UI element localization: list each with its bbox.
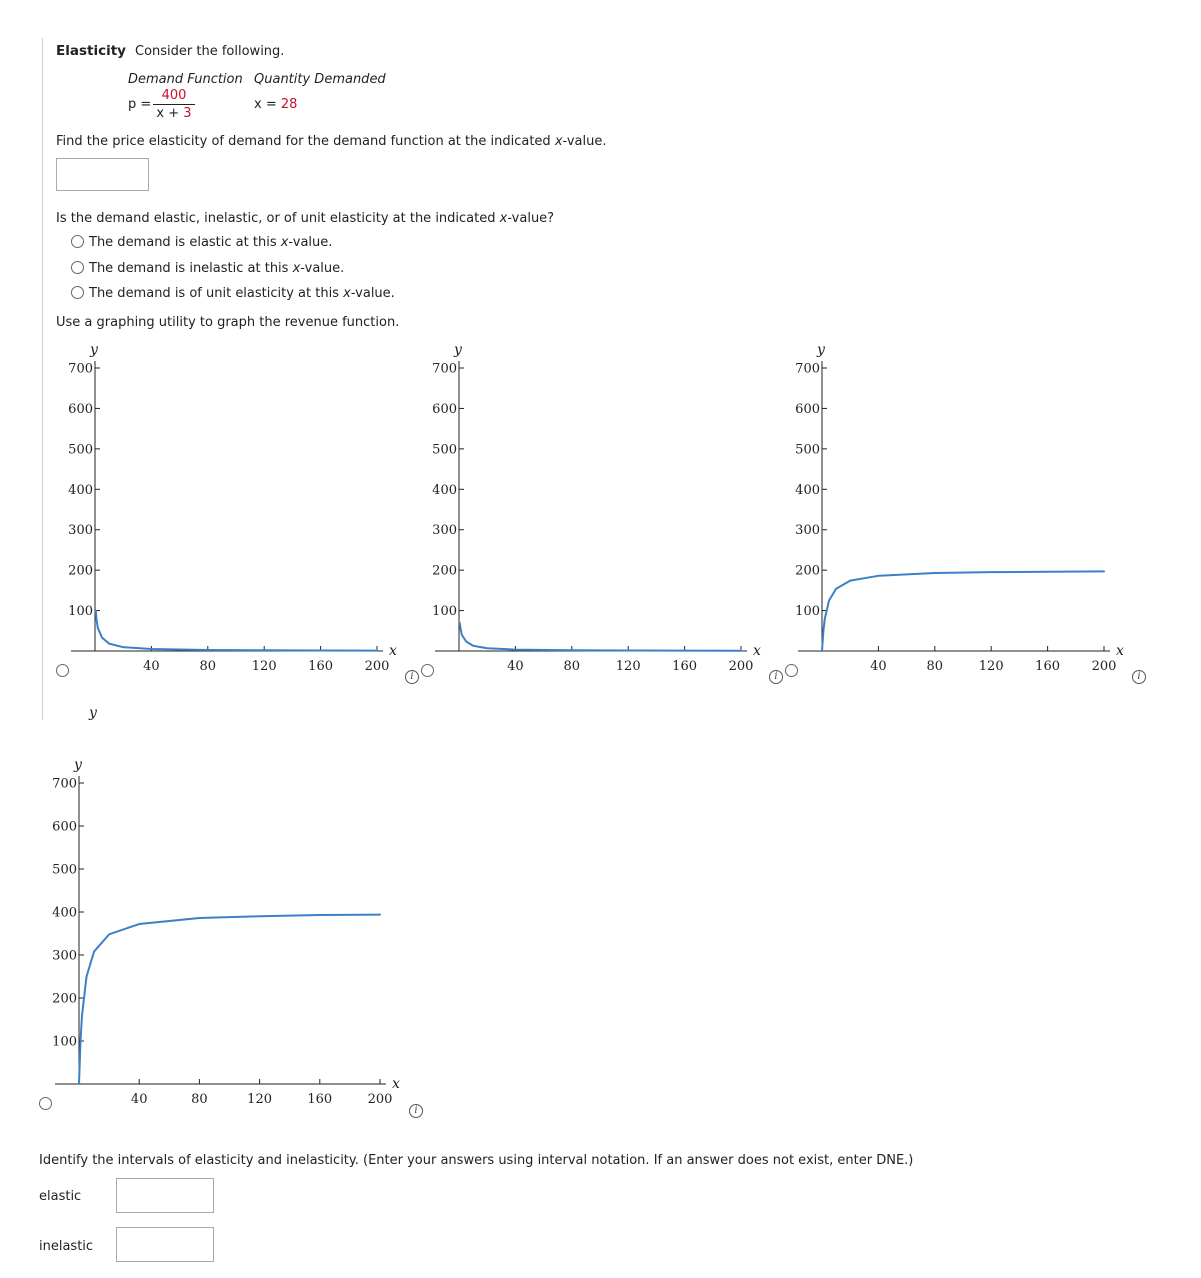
y-tick-label: 100 [68, 604, 93, 620]
inelastic-label: inelastic [39, 1239, 94, 1254]
y-axis-label: y [74, 757, 82, 773]
y-tick-label: 600 [432, 401, 457, 417]
x-tick-label: 200 [728, 659, 754, 674]
graph-instruction: Use a graphing utility to graph the revenue function. [56, 315, 400, 330]
option-elastic-pre: The demand is elastic at this [89, 235, 281, 250]
y-tick-label: 100 [795, 604, 820, 620]
x-axis-label: x [753, 643, 761, 659]
y-tick-label: 500 [795, 442, 820, 458]
x-tick-label: 120 [615, 659, 641, 674]
y-tick-label: 200 [432, 563, 457, 579]
demand-function-header: Demand Function [128, 72, 243, 87]
x-axis-label: x [1116, 643, 1124, 659]
y-tick-label: 300 [432, 523, 457, 539]
y-tick-label: 700 [52, 776, 77, 792]
x-value: 28 [280, 97, 298, 112]
y-tick-label: 400 [52, 905, 77, 921]
info-icon-graph-2[interactable]: i [769, 670, 783, 684]
intervals-instruction: Identify the intervals of elasticity and inelasticity. (Enter your answers using interval notation. If an answer does not exist, enter DNE.) [39, 1153, 914, 1168]
option-inelastic-var: x [292, 261, 301, 276]
info-icon-graph-3[interactable]: i [1132, 670, 1146, 684]
x-tick-label: 200 [364, 659, 390, 674]
stray-y-label: y [89, 705, 97, 721]
problem-title: Elasticity [56, 43, 126, 59]
find-text-post: -value. [562, 134, 607, 149]
option-elastic-var: x [280, 235, 289, 250]
fraction-numerator: 400 [153, 88, 195, 105]
y-tick-label: 600 [795, 401, 820, 417]
problem-intro: Consider the following. [135, 44, 285, 59]
y-axis-label: y [817, 342, 825, 358]
y-tick-label: 700 [432, 361, 457, 377]
x-axis-label: x [392, 1076, 400, 1092]
x-tick-label: 120 [251, 659, 277, 674]
x-tick-label: 160 [307, 1092, 333, 1107]
p-equals: p = [128, 97, 152, 112]
y-tick-label: 200 [68, 563, 93, 579]
y-tick-label: 700 [68, 361, 93, 377]
inelastic-interval-input[interactable] [116, 1227, 214, 1262]
y-axis-label: y [454, 342, 462, 358]
y-tick-label: 400 [795, 482, 820, 498]
option-inelastic-post: -value. [300, 261, 345, 276]
x-tick-label: 40 [870, 659, 887, 674]
x-tick-label: 40 [130, 1092, 148, 1107]
x-tick-label: 120 [978, 659, 1004, 674]
x-equals: x = [254, 97, 277, 112]
question-pre: Is the demand elastic, inelastic, or of unit elasticity at the indicated [56, 211, 500, 226]
option-unit-pre: The demand is of unit elasticity at this [89, 286, 344, 301]
info-icon-graph-1[interactable]: i [405, 670, 419, 684]
y-tick-label: 500 [52, 862, 77, 878]
y-tick-label: 300 [52, 948, 77, 964]
y-tick-label: 300 [795, 523, 820, 539]
x-tick-label: 160 [308, 659, 334, 674]
y-axis-label: y [90, 342, 98, 358]
info-icon-graph-4[interactable]: i [409, 1104, 423, 1118]
denominator-const: 3 [183, 106, 192, 121]
y-tick-label: 300 [68, 523, 93, 539]
y-tick-label: 400 [432, 482, 457, 498]
x-tick-label: 120 [247, 1092, 273, 1107]
denominator-var: x + [156, 106, 180, 121]
y-tick-label: 200 [52, 991, 77, 1007]
y-tick-label: 200 [795, 563, 820, 579]
y-tick-label: 500 [68, 442, 93, 458]
y-tick-label: 100 [52, 1034, 77, 1050]
x-tick-label: 80 [191, 1092, 208, 1107]
y-tick-label: 600 [68, 401, 93, 417]
y-tick-label: 600 [52, 819, 77, 835]
revenue-curve [79, 915, 380, 1084]
quantity-demanded-header: Quantity Demanded [254, 72, 386, 87]
option-unit-post: -value. [350, 286, 395, 301]
x-tick-label: 80 [926, 659, 944, 674]
find-text-var: x [554, 134, 563, 149]
option-inelastic-pre: The demand is inelastic at this [89, 261, 293, 276]
elastic-label: elastic [39, 1189, 82, 1204]
question-post: -value? [507, 211, 555, 226]
y-tick-label: 100 [432, 604, 457, 620]
x-tick-label: 160 [1035, 659, 1061, 674]
elastic-interval-input[interactable] [116, 1178, 214, 1213]
y-tick-label: 400 [68, 482, 93, 498]
y-tick-label: 500 [432, 442, 457, 458]
find-text-pre: Find the price elasticity of demand for the demand function at the indicated [56, 134, 555, 149]
x-tick-label: 80 [199, 659, 217, 674]
question-var: x [499, 211, 508, 226]
x-tick-label: 40 [143, 659, 160, 674]
x-tick-label: 40 [507, 659, 524, 674]
x-tick-label: 80 [563, 659, 581, 674]
x-tick-label: 200 [367, 1092, 393, 1107]
x-tick-label: 200 [1091, 659, 1117, 674]
option-unit-var: x [343, 286, 351, 301]
option-elastic-post: -value. [288, 235, 333, 250]
x-tick-label: 160 [672, 659, 698, 674]
y-tick-label: 700 [795, 361, 820, 377]
x-axis-label: x [389, 643, 397, 659]
